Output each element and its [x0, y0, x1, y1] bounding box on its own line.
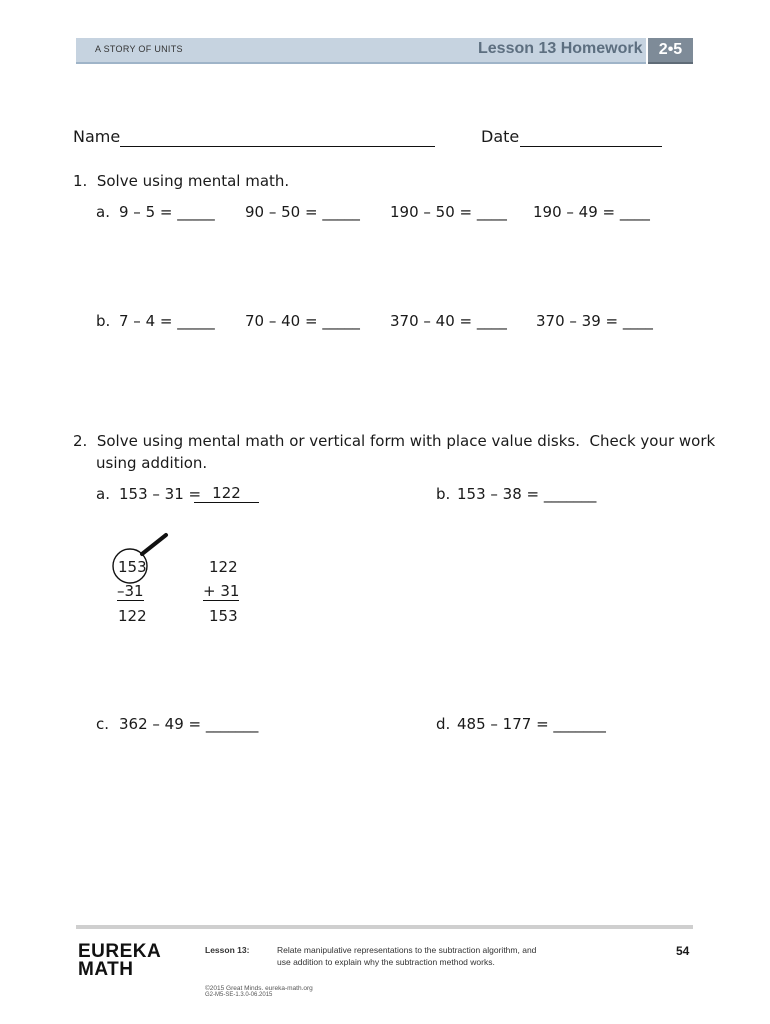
document-code: G2-M5-SE-1.3.0-06.2015	[205, 992, 273, 998]
q2a-answer: 122	[194, 485, 259, 503]
work-check-top: 122	[209, 558, 238, 576]
q2b-expression: 153 – 38 = _______	[457, 485, 597, 503]
page-number: 54	[676, 944, 690, 958]
footer-bar	[76, 925, 693, 929]
q1b-item-4: 370 – 39 = ____	[536, 312, 653, 330]
q1a-item-1: 9 – 5 = _____	[119, 203, 215, 221]
work-subtract-top: 153	[118, 558, 147, 576]
q1b-label: b.	[96, 312, 111, 330]
q2a-expression: 153 – 31 =	[119, 485, 202, 503]
q2c-expression: 362 – 49 = _______	[119, 715, 259, 733]
q1a-label: a.	[96, 203, 110, 221]
date-field-line[interactable]	[520, 146, 662, 147]
q2-prompt-line2: using addition.	[96, 454, 208, 472]
eureka-math-logo	[78, 943, 161, 979]
work-check-plus: + 31	[203, 582, 240, 600]
work-check-result: 153	[209, 607, 238, 625]
series-title: A STORY OF UNITS	[95, 44, 183, 54]
work-subtract-result: 122	[118, 607, 147, 625]
lesson-title: Lesson 13 Homework	[478, 40, 643, 57]
q2a-label: a.	[96, 485, 110, 503]
module-badge: 2•5	[648, 38, 693, 64]
q1a-item-2: 90 – 50 = _____	[245, 203, 360, 221]
name-label: Name	[73, 127, 121, 146]
q1a-item-4: 190 – 49 = ____	[533, 203, 650, 221]
q1a-item-3: 190 – 50 = ____	[390, 203, 507, 221]
q2c-label: c.	[96, 715, 110, 733]
q1b-item-1: 7 – 4 = _____	[119, 312, 215, 330]
q2b-label: b.	[436, 485, 451, 503]
footer-objective-line1: Relate manipulative representations to the subtraction algorithm, and	[277, 945, 537, 955]
work-subtract-minus: –31	[117, 582, 144, 600]
q2-prompt-line1: 2. Solve using mental math or vertical form with place value disks. Check your work	[73, 432, 716, 450]
q1-prompt: 1. Solve using mental math.	[73, 172, 290, 190]
name-field-line[interactable]	[120, 146, 435, 147]
q1b-item-2: 70 – 40 = _____	[245, 312, 360, 330]
copyright: ©2015 Great Minds. eureka-math.org	[205, 985, 313, 992]
footer-objective-line2: use addition to explain why the subtraction method works.	[277, 957, 495, 967]
logo-line-1: EUREKA	[78, 941, 162, 962]
logo-line-2: MATH	[78, 959, 134, 980]
q1b-item-3: 370 – 40 = ____	[390, 312, 507, 330]
footer-lesson-label: Lesson 13:	[205, 945, 250, 955]
q2d-label: d.	[436, 715, 451, 733]
q2d-expression: 485 – 177 = _______	[457, 715, 606, 733]
date-label: Date	[481, 127, 520, 146]
